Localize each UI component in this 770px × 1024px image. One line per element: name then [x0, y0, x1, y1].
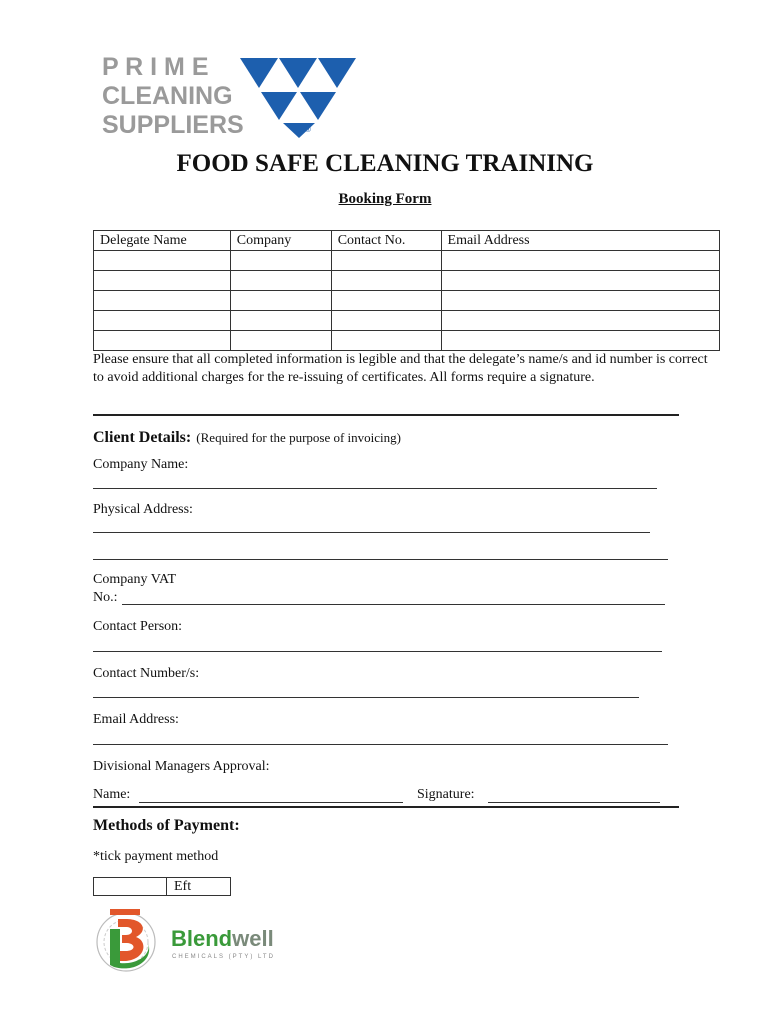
page-subtitle: Booking Form [338, 191, 432, 207]
company-name-input-line[interactable] [93, 488, 657, 489]
column-header: Delegate Name [94, 231, 231, 251]
blendwell-wordmark [171, 926, 274, 952]
logo-text-prime: P R I M E [102, 53, 209, 81]
table-row [94, 251, 720, 271]
email-address-input-line[interactable] [93, 744, 668, 745]
table-header-row [94, 231, 720, 251]
table-row [94, 291, 720, 311]
company-name-label: Company Name: [93, 457, 189, 472]
name-label: Name: [93, 787, 131, 802]
payment-heading: Methods of Payment: [93, 817, 240, 834]
table-row [94, 331, 720, 351]
section-divider [93, 414, 679, 416]
company-cell[interactable] [230, 291, 331, 311]
delegate-name-cell[interactable] [94, 291, 231, 311]
contact-no-cell[interactable] [331, 251, 441, 271]
physical-address-input-line-2[interactable] [93, 559, 668, 560]
delegate-name-cell[interactable] [94, 311, 231, 331]
email-cell[interactable] [441, 251, 719, 271]
signature-input-line[interactable] [488, 802, 660, 803]
table-row [94, 311, 720, 331]
contact-number-input-line[interactable] [93, 697, 639, 698]
payment-option-row [93, 877, 231, 896]
contact-person-label: Contact Person: [93, 619, 183, 634]
physical-address-label: Physical Address: [93, 502, 193, 517]
name-input-line[interactable] [139, 802, 403, 803]
company-cell[interactable] [230, 311, 331, 331]
delegate-name-cell[interactable] [94, 331, 231, 351]
blendwell-brand-b: well [232, 926, 274, 951]
email-cell[interactable] [441, 331, 719, 351]
email-cell[interactable] [441, 311, 719, 331]
contact-number-label: Contact Number/s: [93, 666, 200, 681]
blendwell-tagline: CHEMICALS (PTY) LTD [172, 954, 275, 960]
table-row [94, 271, 720, 291]
payment-note: *tick payment method [93, 849, 219, 864]
notice-text: Please ensure that all completed information is legible and that the delegate’s name/s and id number is correct to avoid additional charges for the re-issuing of certificates. All forms require a signature. [93, 352, 708, 385]
company-cell[interactable] [230, 251, 331, 271]
contact-no-cell[interactable] [331, 331, 441, 351]
contact-no-cell[interactable] [331, 291, 441, 311]
company-cell[interactable] [230, 331, 331, 351]
contact-person-input-line[interactable] [93, 651, 662, 652]
email-cell[interactable] [441, 271, 719, 291]
vat-label-line1: Company VAT [93, 572, 177, 587]
blendwell-brand-a: Blend [171, 926, 233, 951]
delegate-name-cell[interactable] [94, 251, 231, 271]
eft-checkbox[interactable] [94, 878, 167, 895]
client-details-title: Client Details: [93, 429, 192, 446]
company-cell[interactable] [230, 271, 331, 291]
delegate-table [93, 230, 720, 351]
column-header: Email Address [441, 231, 719, 251]
email-cell[interactable] [441, 291, 719, 311]
physical-address-input-line-1[interactable] [93, 532, 650, 533]
eft-label: Eft [174, 879, 192, 894]
contact-no-cell[interactable] [331, 271, 441, 291]
email-address-label: Email Address: [93, 712, 179, 727]
vat-number-input-line[interactable] [122, 604, 665, 605]
logo-text-suppliers: SUPPLIERS [102, 111, 244, 139]
delegate-name-cell[interactable] [94, 271, 231, 291]
contact-no-cell[interactable] [331, 311, 441, 331]
registered-mark: ® [305, 125, 311, 134]
approval-label: Divisional Managers Approval: [93, 759, 270, 774]
column-header: Contact No. [331, 231, 441, 251]
page-title: FOOD SAFE CLEANING TRAINING [176, 150, 594, 177]
section-divider [93, 806, 679, 808]
column-header: Company [230, 231, 331, 251]
vat-label-line2: No.: [93, 590, 118, 605]
client-details-note: (Required for the purpose of invoicing) [196, 430, 401, 445]
triangle-logo-icon [238, 56, 358, 140]
blendwell-emblem-icon [96, 905, 160, 975]
logo-text-cleaning: CLEANING [102, 82, 233, 110]
client-details-heading [93, 427, 401, 447]
signature-label: Signature: [417, 787, 475, 802]
